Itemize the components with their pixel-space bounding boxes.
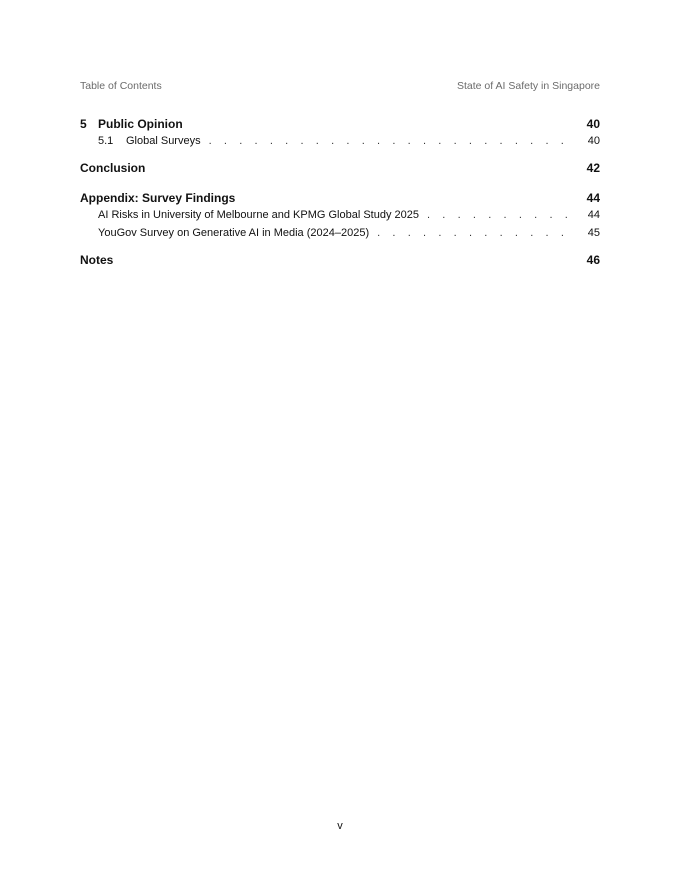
section-title: YouGov Survey on Generative AI in Media (2024–2025)	[98, 227, 370, 239]
toc-entry-global-surveys[interactable]	[80, 132, 600, 150]
section-page: 45	[587, 227, 600, 239]
chapter-page: 46	[586, 253, 600, 267]
section-page: 40	[587, 135, 600, 147]
toc-entry-conclusion[interactable]	[80, 160, 600, 176]
page-number: v	[337, 820, 343, 832]
toc-entry-yougov-survey[interactable]	[80, 224, 600, 242]
dot-leader	[209, 132, 572, 150]
chapter-title: Notes	[80, 253, 114, 267]
toc-entry-public-opinion[interactable]	[80, 116, 600, 132]
toc-entry-notes[interactable]	[80, 252, 600, 268]
toc-entry-ai-risks-study[interactable]	[80, 206, 600, 224]
chapter-number: 5	[80, 117, 87, 131]
chapter-title: Public Opinion	[98, 117, 183, 131]
toc-entry-appendix[interactable]	[80, 190, 600, 206]
header-document-title: State of AI Safety in Singapore	[456, 80, 600, 92]
section-page: 44	[587, 209, 600, 221]
table-of-contents	[80, 116, 600, 268]
running-header	[80, 80, 600, 92]
header-section-title: Table of Contents	[80, 80, 162, 92]
section-title: Global Surveys	[126, 135, 201, 147]
section-title: AI Risks in University of Melbourne and KPMG Global Study 2025	[98, 209, 419, 221]
chapter-title: Appendix: Survey Findings	[80, 191, 236, 205]
chapter-page: 42	[586, 161, 600, 175]
dot-leader	[427, 206, 572, 224]
chapter-page: 40	[586, 117, 600, 131]
dot-leader	[377, 224, 572, 242]
chapter-title: Conclusion	[80, 161, 146, 175]
section-number: 5.1	[98, 135, 114, 147]
chapter-page: 44	[586, 191, 600, 205]
